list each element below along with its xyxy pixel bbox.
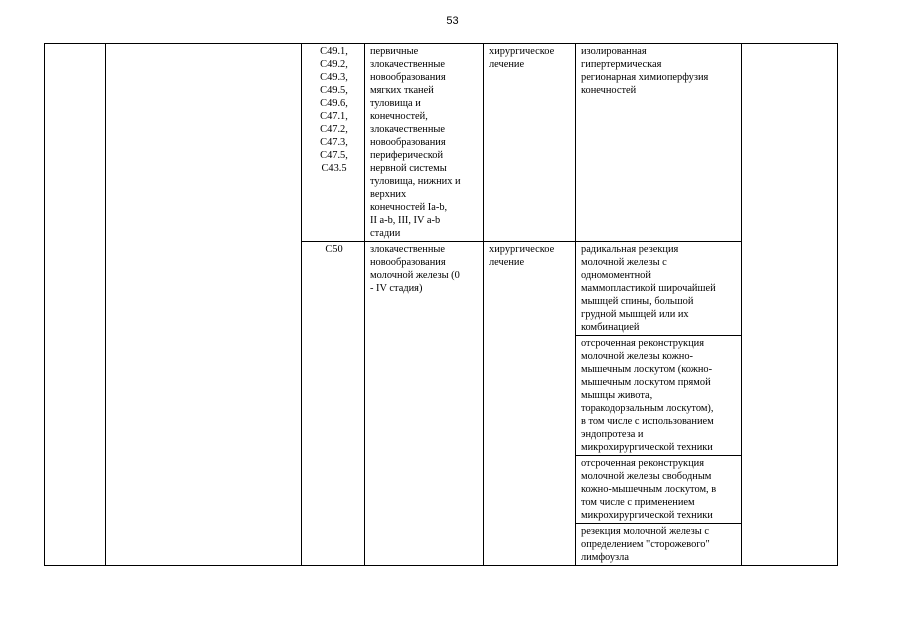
method-text: мышцы живота,: [581, 390, 653, 401]
cell-disease-model: [365, 44, 484, 242]
method-text: торакодорзальным лоскутом),: [581, 403, 714, 414]
icd-code: C49.3,: [320, 72, 348, 83]
cell-treatment-method: [576, 524, 742, 566]
disease-text: злокачественные: [370, 244, 445, 255]
cell-number: [45, 44, 106, 566]
cell-icd-codes: [302, 44, 365, 242]
method-text: грудной мышцей или их: [581, 309, 689, 320]
cell-cost: [742, 44, 838, 566]
method-text: регионарная химиоперфузия: [581, 72, 709, 83]
icd-code: C43.5: [321, 163, 347, 174]
table-row: [45, 44, 838, 242]
cell-treatment-type: [484, 242, 576, 566]
disease-text: первичные: [370, 46, 419, 57]
icd-code: C49.2,: [320, 59, 348, 70]
method-text: отсроченная реконструкция: [581, 338, 704, 349]
method-text: мышцей спины, большой: [581, 296, 694, 307]
method-text: молочной железы свободным: [581, 471, 712, 482]
method-text: микрохирургической техники: [581, 442, 713, 453]
page-number: 53: [446, 15, 459, 27]
method-text: одномоментной: [581, 270, 651, 281]
icd-code: C47.3,: [320, 137, 348, 148]
cell-disease-model: [365, 242, 484, 566]
cell-treatment-method: [576, 44, 742, 242]
cell-treatment-method: [576, 336, 742, 456]
method-text: микрохирургической техники: [581, 510, 713, 521]
disease-text: конечностей Ia-b,: [370, 202, 448, 213]
method-text: лимфоузла: [581, 552, 629, 563]
icd-code: C49.1,: [320, 46, 348, 57]
icd-code: C47.2,: [320, 124, 348, 135]
disease-text: II a-b, III, IV a-b: [370, 215, 441, 226]
treatment-text: хирургическое: [489, 46, 555, 57]
disease-text: периферической: [370, 150, 444, 161]
cell-treatment-method: [576, 456, 742, 524]
method-text: отсроченная реконструкция: [581, 458, 704, 469]
method-text: молочной железы с: [581, 257, 667, 268]
method-text: маммопластикой широчайшей: [581, 283, 716, 294]
method-text: мышечным лоскутом (кожно-: [581, 364, 713, 375]
cell-icd-codes: [302, 242, 365, 566]
disease-text: мягких тканей: [370, 85, 434, 96]
disease-text: новообразования: [370, 137, 446, 148]
method-text: конечностей: [581, 85, 637, 96]
method-text: комбинацией: [581, 322, 640, 333]
cell-group-name: [106, 44, 302, 566]
table-body: [45, 44, 838, 566]
method-text: гипертермическая: [581, 59, 662, 70]
treatment-text: хирургическое: [489, 244, 555, 255]
medical-care-table: [44, 43, 838, 566]
method-text: определением "сторожевого": [581, 539, 710, 550]
icd-code: C47.5,: [320, 150, 348, 161]
method-text: радикальная резекция: [581, 244, 679, 255]
disease-text: верхних: [370, 189, 407, 200]
cell-treatment-method: [576, 242, 742, 336]
icd-code: C49.6,: [320, 98, 348, 109]
disease-text: нервной системы: [370, 163, 447, 174]
method-text: резекция молочной железы с: [581, 526, 709, 537]
method-text: эндопротеза и: [581, 429, 644, 440]
disease-text: злокачественные: [370, 124, 445, 135]
method-text: молочной железы кожно-: [581, 351, 693, 362]
method-text: изолированная: [581, 46, 647, 57]
method-text: кожно-мышечным лоскутом, в: [581, 484, 717, 495]
disease-text: новообразования: [370, 72, 446, 83]
disease-text: новообразования: [370, 257, 446, 268]
icd-code: C49.5,: [320, 85, 348, 96]
disease-text: туловища и: [370, 98, 421, 109]
treatment-text: лечение: [489, 257, 525, 268]
disease-text: - IV стадия): [370, 283, 423, 294]
method-text: в том числе с использованием: [581, 416, 714, 427]
disease-text: конечностей,: [370, 111, 428, 122]
treatment-text: лечение: [489, 59, 525, 70]
method-text: том числе с применением: [581, 497, 695, 508]
disease-text: стадии: [370, 228, 401, 239]
disease-text: злокачественные: [370, 59, 445, 70]
icd-code: C50: [325, 244, 343, 255]
icd-code: C47.1,: [320, 111, 348, 122]
disease-text: молочной железы (0: [370, 270, 460, 281]
method-text: мышечным лоскутом прямой: [581, 377, 711, 388]
cell-treatment-type: [484, 44, 576, 242]
disease-text: туловища, нижних и: [370, 176, 461, 187]
